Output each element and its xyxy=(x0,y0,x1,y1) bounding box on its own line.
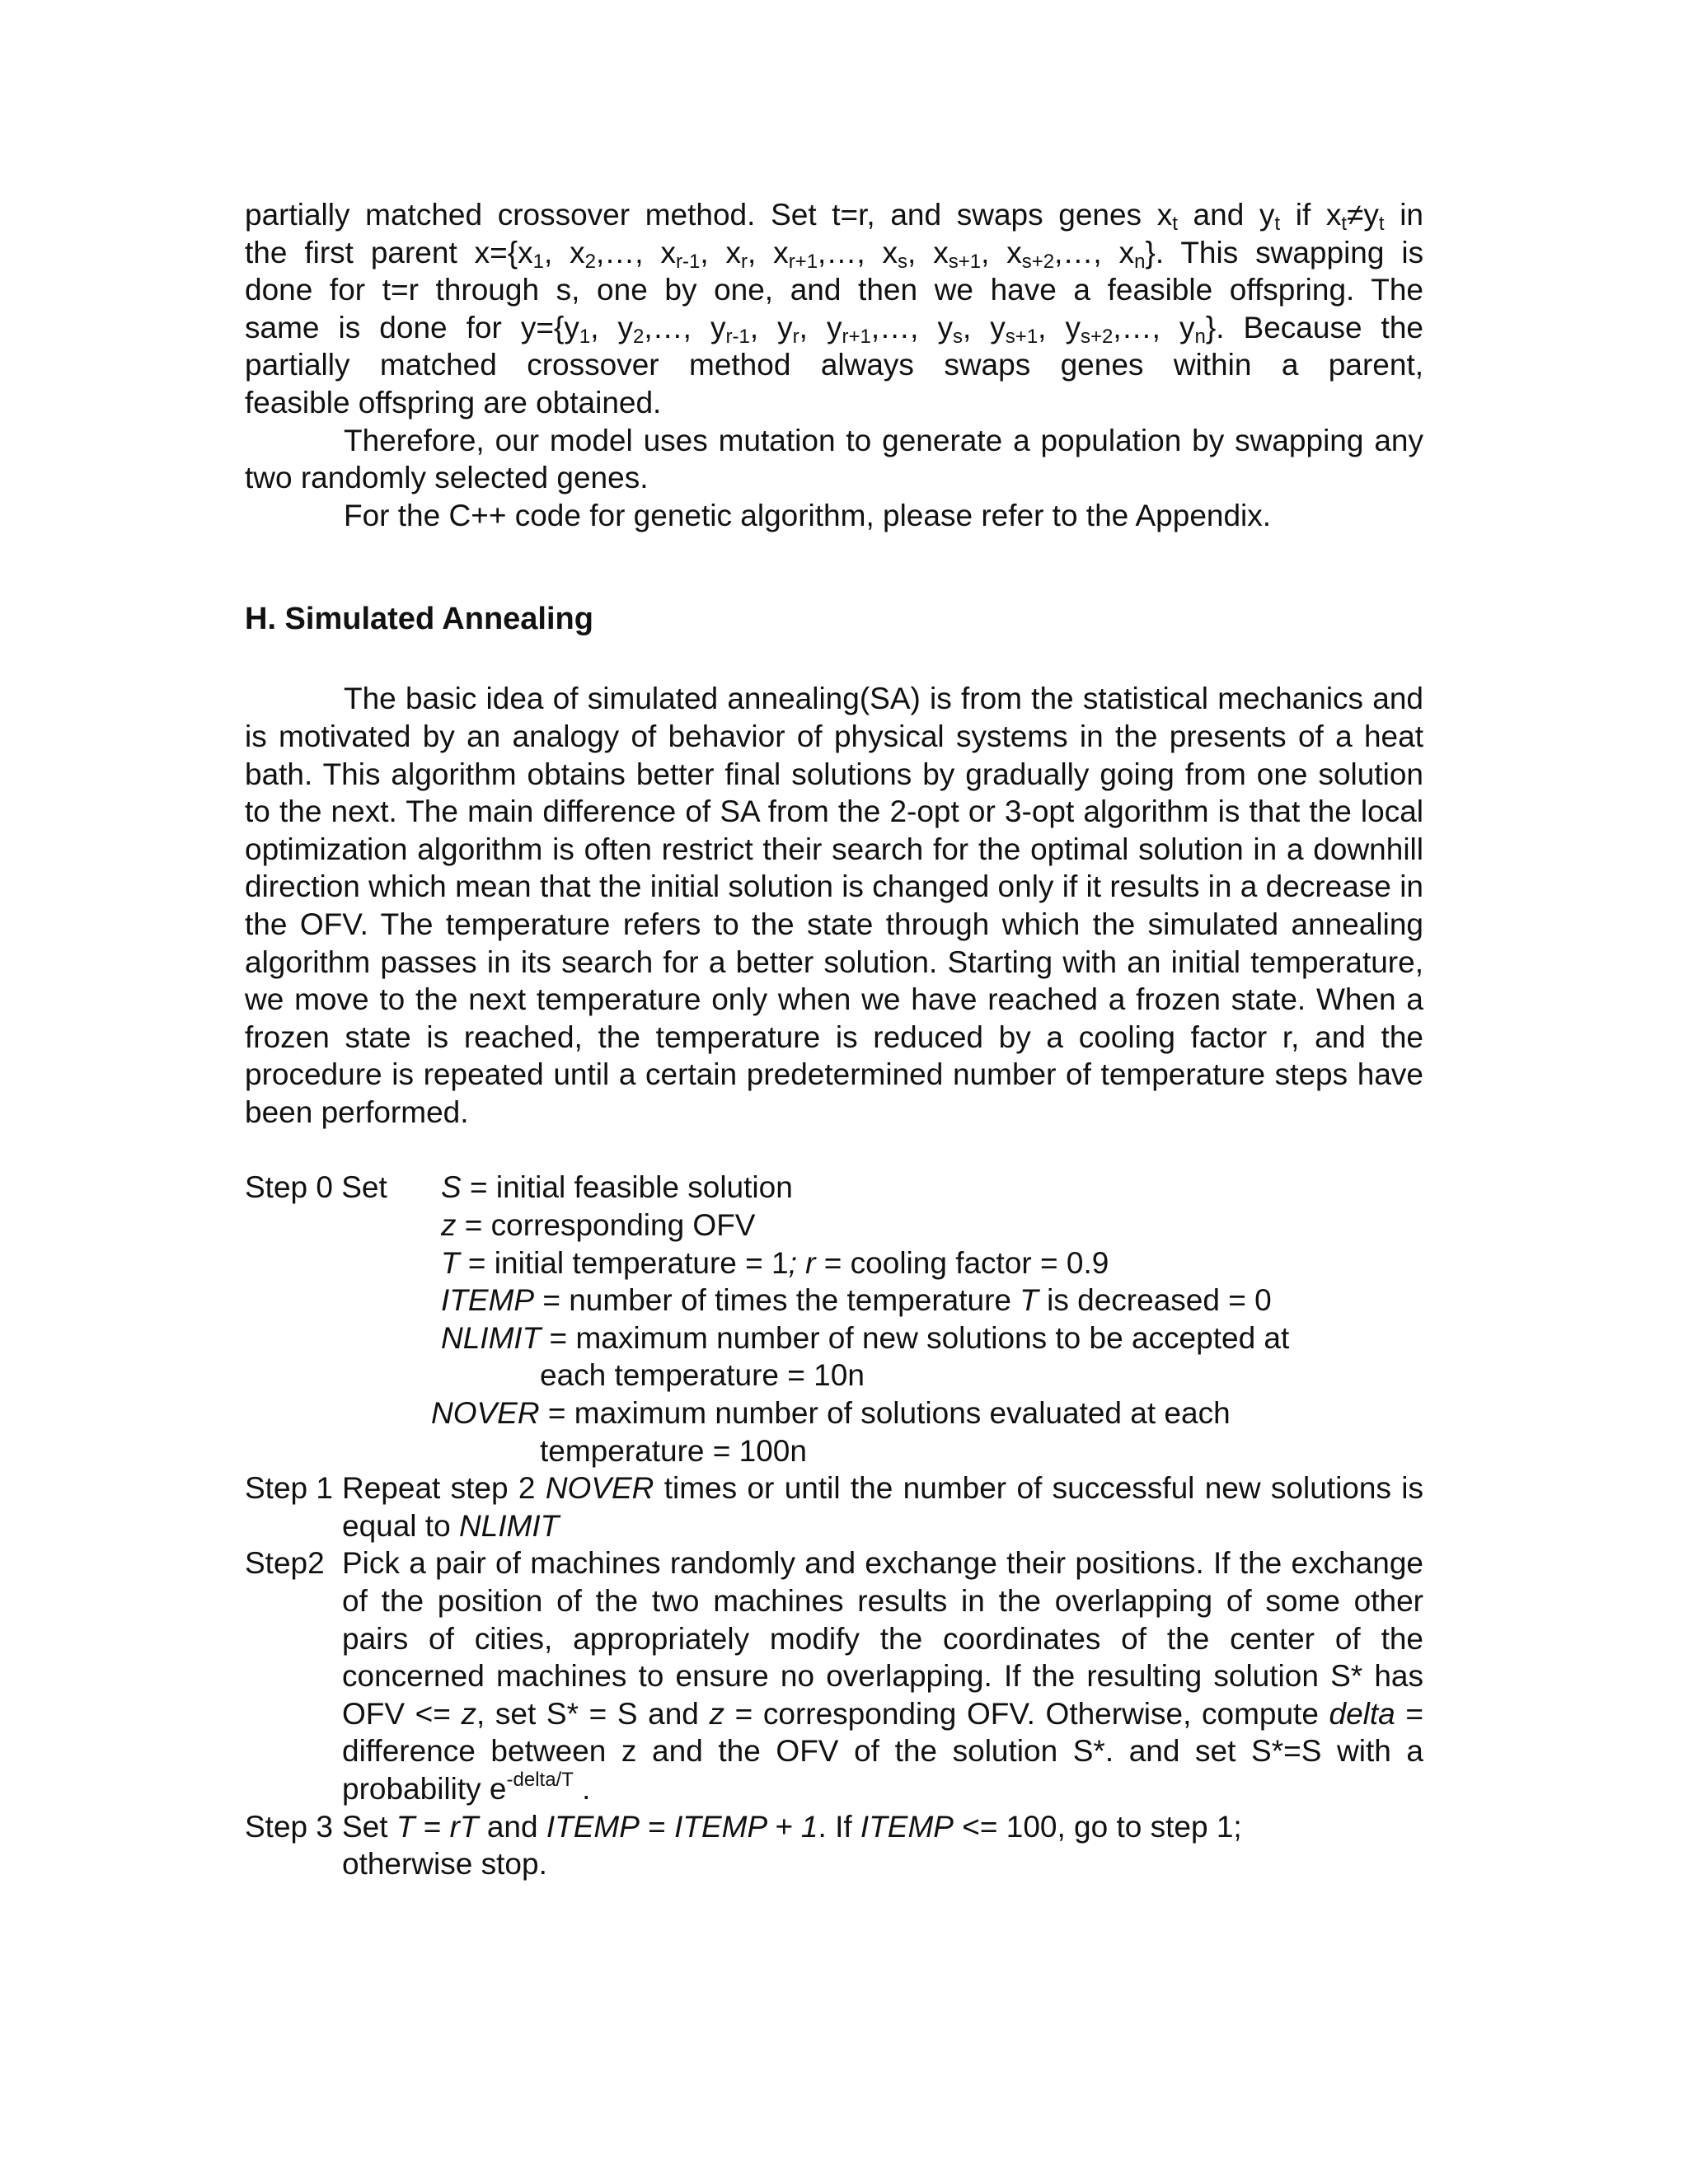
step-0-t-line: T = initial temperature = 1; r = cooling factor = 0.9 xyxy=(441,1245,1109,1280)
step-1-text: Repeat step 2 NOVER times or until the number of successful new solutions is equal to NLIMIT xyxy=(342,1471,1423,1543)
step-0-nlimit-cont: each temperature = 10n xyxy=(540,1358,865,1393)
step-0-nlimit-line: NLIMIT = maximum number of new solutions to be accepted at xyxy=(441,1320,1290,1355)
step-0-itemp-line: ITEMP = number of times the temperature T is decreased = 0 xyxy=(441,1283,1272,1318)
crossover-paragraph xyxy=(245,196,1423,422)
para1-line5: partially matched crossover method always swaps genes within a parent, xyxy=(245,348,1423,382)
section-heading: H. Simulated Annealing xyxy=(245,602,593,637)
sa-paragraph: The basic idea of simulated annealing(SA) is from the statistical mechanics and is motivated by an analogy of behavior of physical systems in the presents of a heat bath. This algorithm obtains better final solutions by gradually going from one solution to the next. The main difference of SA from the 2-opt or 3-opt algorithm is that the local optimization algorithm is often restrict their search for the optimal solution in a downhill direction which mean that the initial solution is changed only if it results in a decrease in the OFV. The temperature refers to the state through which the simulated annealing algorithm passes in its search for a better solution. Starting with an initial temperature, we move to the next temperature only when we have reached a frozen state. When a frozen state is reached, the temperature is reduced by a cooling factor r, and the procedure is repeated until a certain predetermined number of temperature steps have been performed. xyxy=(245,682,1423,1129)
step-0 xyxy=(245,1169,1423,1469)
para1-line3: done for t=r through s, one by one, and then we have a feasible offspring. The xyxy=(245,273,1423,307)
para1-line1: partially matched crossover method. Set t=r, and swaps genes $x_t$ and $y_t$ if $x_t\ne y_t$ in xyxy=(245,198,1423,235)
appendix-paragraph: For the C++ code for genetic algorithm, please refer to the Appendix. xyxy=(344,498,1272,532)
step-1 xyxy=(245,1469,1423,1544)
mutation-paragraph: Therefore, our model uses mutation to generate a population by swapping any two randomly selected genes. xyxy=(245,423,1423,495)
step-0-label: Step 0 Set xyxy=(245,1170,387,1205)
step-3-text: Set T = rT and ITEMP = ITEMP + 1. If ITEMP <= 100, go to step 1; xyxy=(342,1809,1242,1844)
para1-line2: the first parent $x=\{x_1$, $x_2,\dots$, $x_{r-1}$, $x_r$, $x_{r+1},\dots$, $x_s$, $x_{s+1}$, $x_{s+2},\dots$, $x_n$}. This swapping is xyxy=(245,235,1424,273)
step-3-label: Step 3 xyxy=(245,1809,333,1844)
algorithm-steps xyxy=(245,1169,1423,1882)
step-0-nover-line: NOVER = maximum number of solutions evaluated at each xyxy=(431,1396,1231,1431)
step-3 xyxy=(245,1808,1423,1846)
step-3-cont: otherwise stop. xyxy=(342,1847,547,1882)
step-0-s-line: S = initial feasible solution xyxy=(441,1170,793,1205)
para1-line6: feasible offspring are obtained. xyxy=(245,385,662,419)
step-0-nover-cont: temperature = 100n xyxy=(540,1433,807,1468)
document-page xyxy=(245,196,1423,1883)
step-2 xyxy=(245,1544,1423,1807)
step-0-z-line: z = corresponding OFV xyxy=(441,1208,756,1243)
para1-line4: same is done for $y=\{y_1$, $y_2,\dots$, $y_{r-1}$, $y_r$, $y_{r+1},\dots$, $y_s$, $y_{s+1}$, $y_{s+2},\dots$, $y_n$}. Because the xyxy=(245,310,1423,348)
step-2-text: Pick a pair of machines randomly and exchange their positions. If the exchange of the position of the two machines results in the overlapping of some other pairs of cities, appropriately modify the coordinates of the center of the concerned machines to ensure no overlapping. If the resulting solution S* has OFV <= z, set S* = S and z = corresponding OFV. Otherwise, compute delta = difference between z and the OFV of the solution S*. and set S*=S with a probability $e^{-delta/T}$ . xyxy=(342,1546,1423,1806)
step-2-label: Step2 xyxy=(245,1546,325,1581)
step-1-label: Step 1 xyxy=(245,1471,333,1506)
